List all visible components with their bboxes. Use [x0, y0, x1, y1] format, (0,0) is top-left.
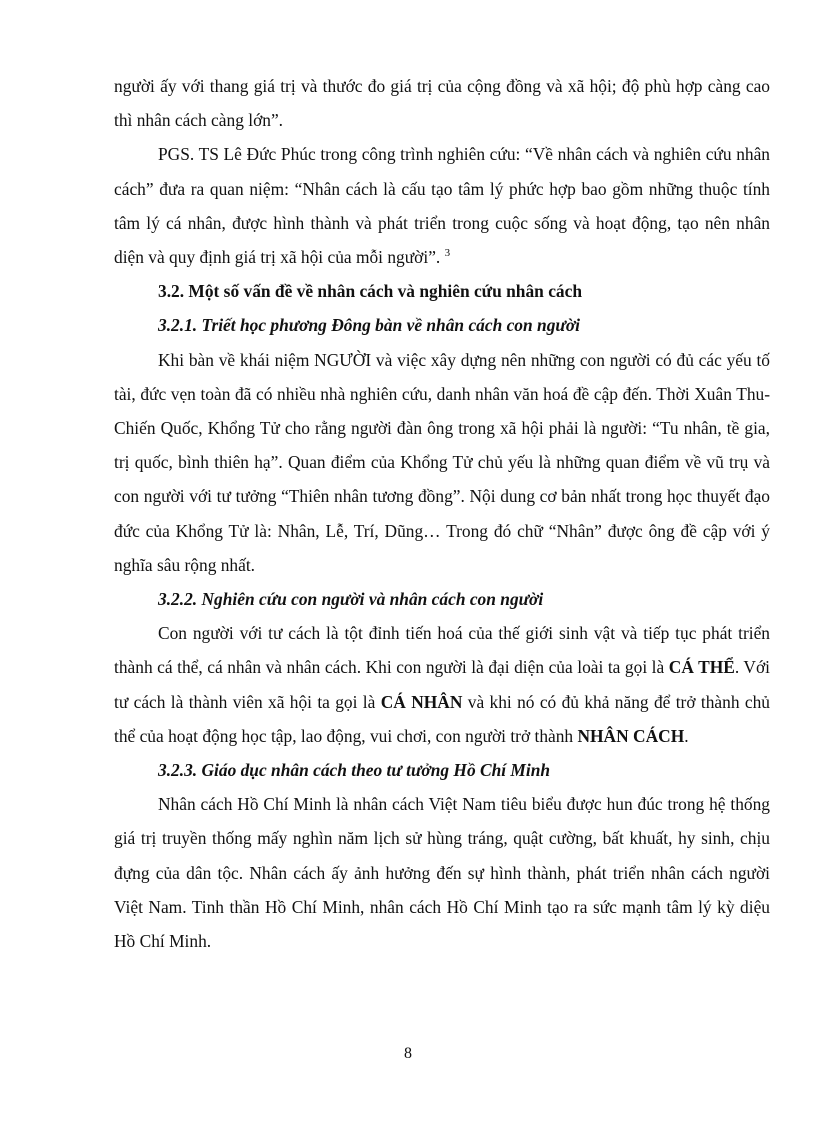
section-3-2-2-text-part4: .	[684, 725, 689, 746]
section-3-2-1-heading: 3.2.1. Triết học phương Đông bàn về nhân cách con người	[158, 315, 580, 336]
document-page	[114, 69, 770, 958]
footnote-marker: 3	[444, 247, 451, 260]
page-number: 8	[404, 1045, 412, 1062]
section-3-2-1-body: Khi bàn về khái niệm NGƯỜI và việc xây dựng nên những con người có đủ các yếu tố tài, đức vẹn toàn đã có nhiều nhà nghiên cứu, danh nhân văn hoá đề cập đến. Thời Xuân Thu- Chiến Quốc, Khổng Tử cho rằng người đàn ông trong xã hội phải là người: “Tu nhân, tề gia, trị quốc, bình thiên hạ”. Quan điểm của Khổng Tử chủ yếu là những quan điểm về vũ trụ và con người với tư tưởng “Thiên nhân tương đồng”. Nội dung cơ bản nhất trong học thuyết đạo đức của Khổng Tử là: Nhân, Lễ, Trí, Dũng… Trong đó chữ “Nhân” được ông đề cập với ý nghĩa sâu rộng nhất.	[114, 349, 770, 575]
intro-continuation-paragraph: người ấy với thang giá trị và thước đo giá trị của cộng đồng và xã hội; độ phù hợp càng cao thì nhân cách càng lớn”.	[114, 76, 770, 131]
term-nhan-cach: NHÂN CÁCH	[577, 725, 685, 746]
quote-paragraph	[114, 137, 770, 274]
section-3-2-3-body: Nhân cách Hồ Chí Minh là nhân cách Việt Nam tiêu biểu được hun đúc trong hệ thống giá trị truyền thống mấy nghìn năm lịch sử hùng tráng, quật cường, bất khuất, hy sinh, chịu đựng của dân tộc. Nhân cách ấy ảnh hưởng đến sự hình thành, phát triển nhân cách người Việt Nam. Tinh thần Hồ Chí Minh, nhân cách Hồ Chí Minh tạo ra sức mạnh tâm lý kỳ diệu Hồ Chí Minh.	[114, 794, 770, 952]
section-3-2-3-heading: 3.2.3. Giáo dục nhân cách theo tư tưởng Hồ Chí Minh	[158, 760, 551, 781]
section-3-2-2-text-part3: và khi nó có đủ khả năng để trở thành chủ thể của hoạt động học tập, lao động, vui chơi, con người trở thành	[114, 691, 770, 746]
quote-paragraph-text: PGS. TS Lê Đức Phúc trong công trình nghiên cứu: “Về nhân cách và nghiên cứu nhân cách” đưa ra quan niệm: “Nhân cách là cấu tạo tâm lý phức hợp bao gồm những thuộc tính tâm lý cá nhân, được hình thành và phát triển trong cuộc sống và hoạt động, tạo nên nhân diện và quy định giá trị xã hội của mỗi người”.	[114, 144, 770, 268]
section-3-2-2-body	[114, 616, 770, 753]
term-ca-the: CÁ THỂ	[668, 657, 735, 678]
section-3-2-2-heading: 3.2.2. Nghiên cứu con người và nhân cách con người	[158, 589, 544, 610]
section-3-2-2-text-part1: Con người với tư cách là tột đỉnh tiến hoá của thế giới sinh vật và tiếp tục phát triển thành cá thể, cá nhân và nhân cách. Khi con người là đại diện của loài ta gọi là	[114, 623, 770, 678]
term-ca-nhan: CÁ NHÂN	[380, 691, 463, 712]
section-3-2-2-text-part2: . Với tư cách là thành viên xã hội ta gọi là	[114, 657, 770, 712]
section-3-2-heading: 3.2. Một số vấn đề về nhân cách và nghiên cứu nhân cách	[158, 281, 582, 302]
